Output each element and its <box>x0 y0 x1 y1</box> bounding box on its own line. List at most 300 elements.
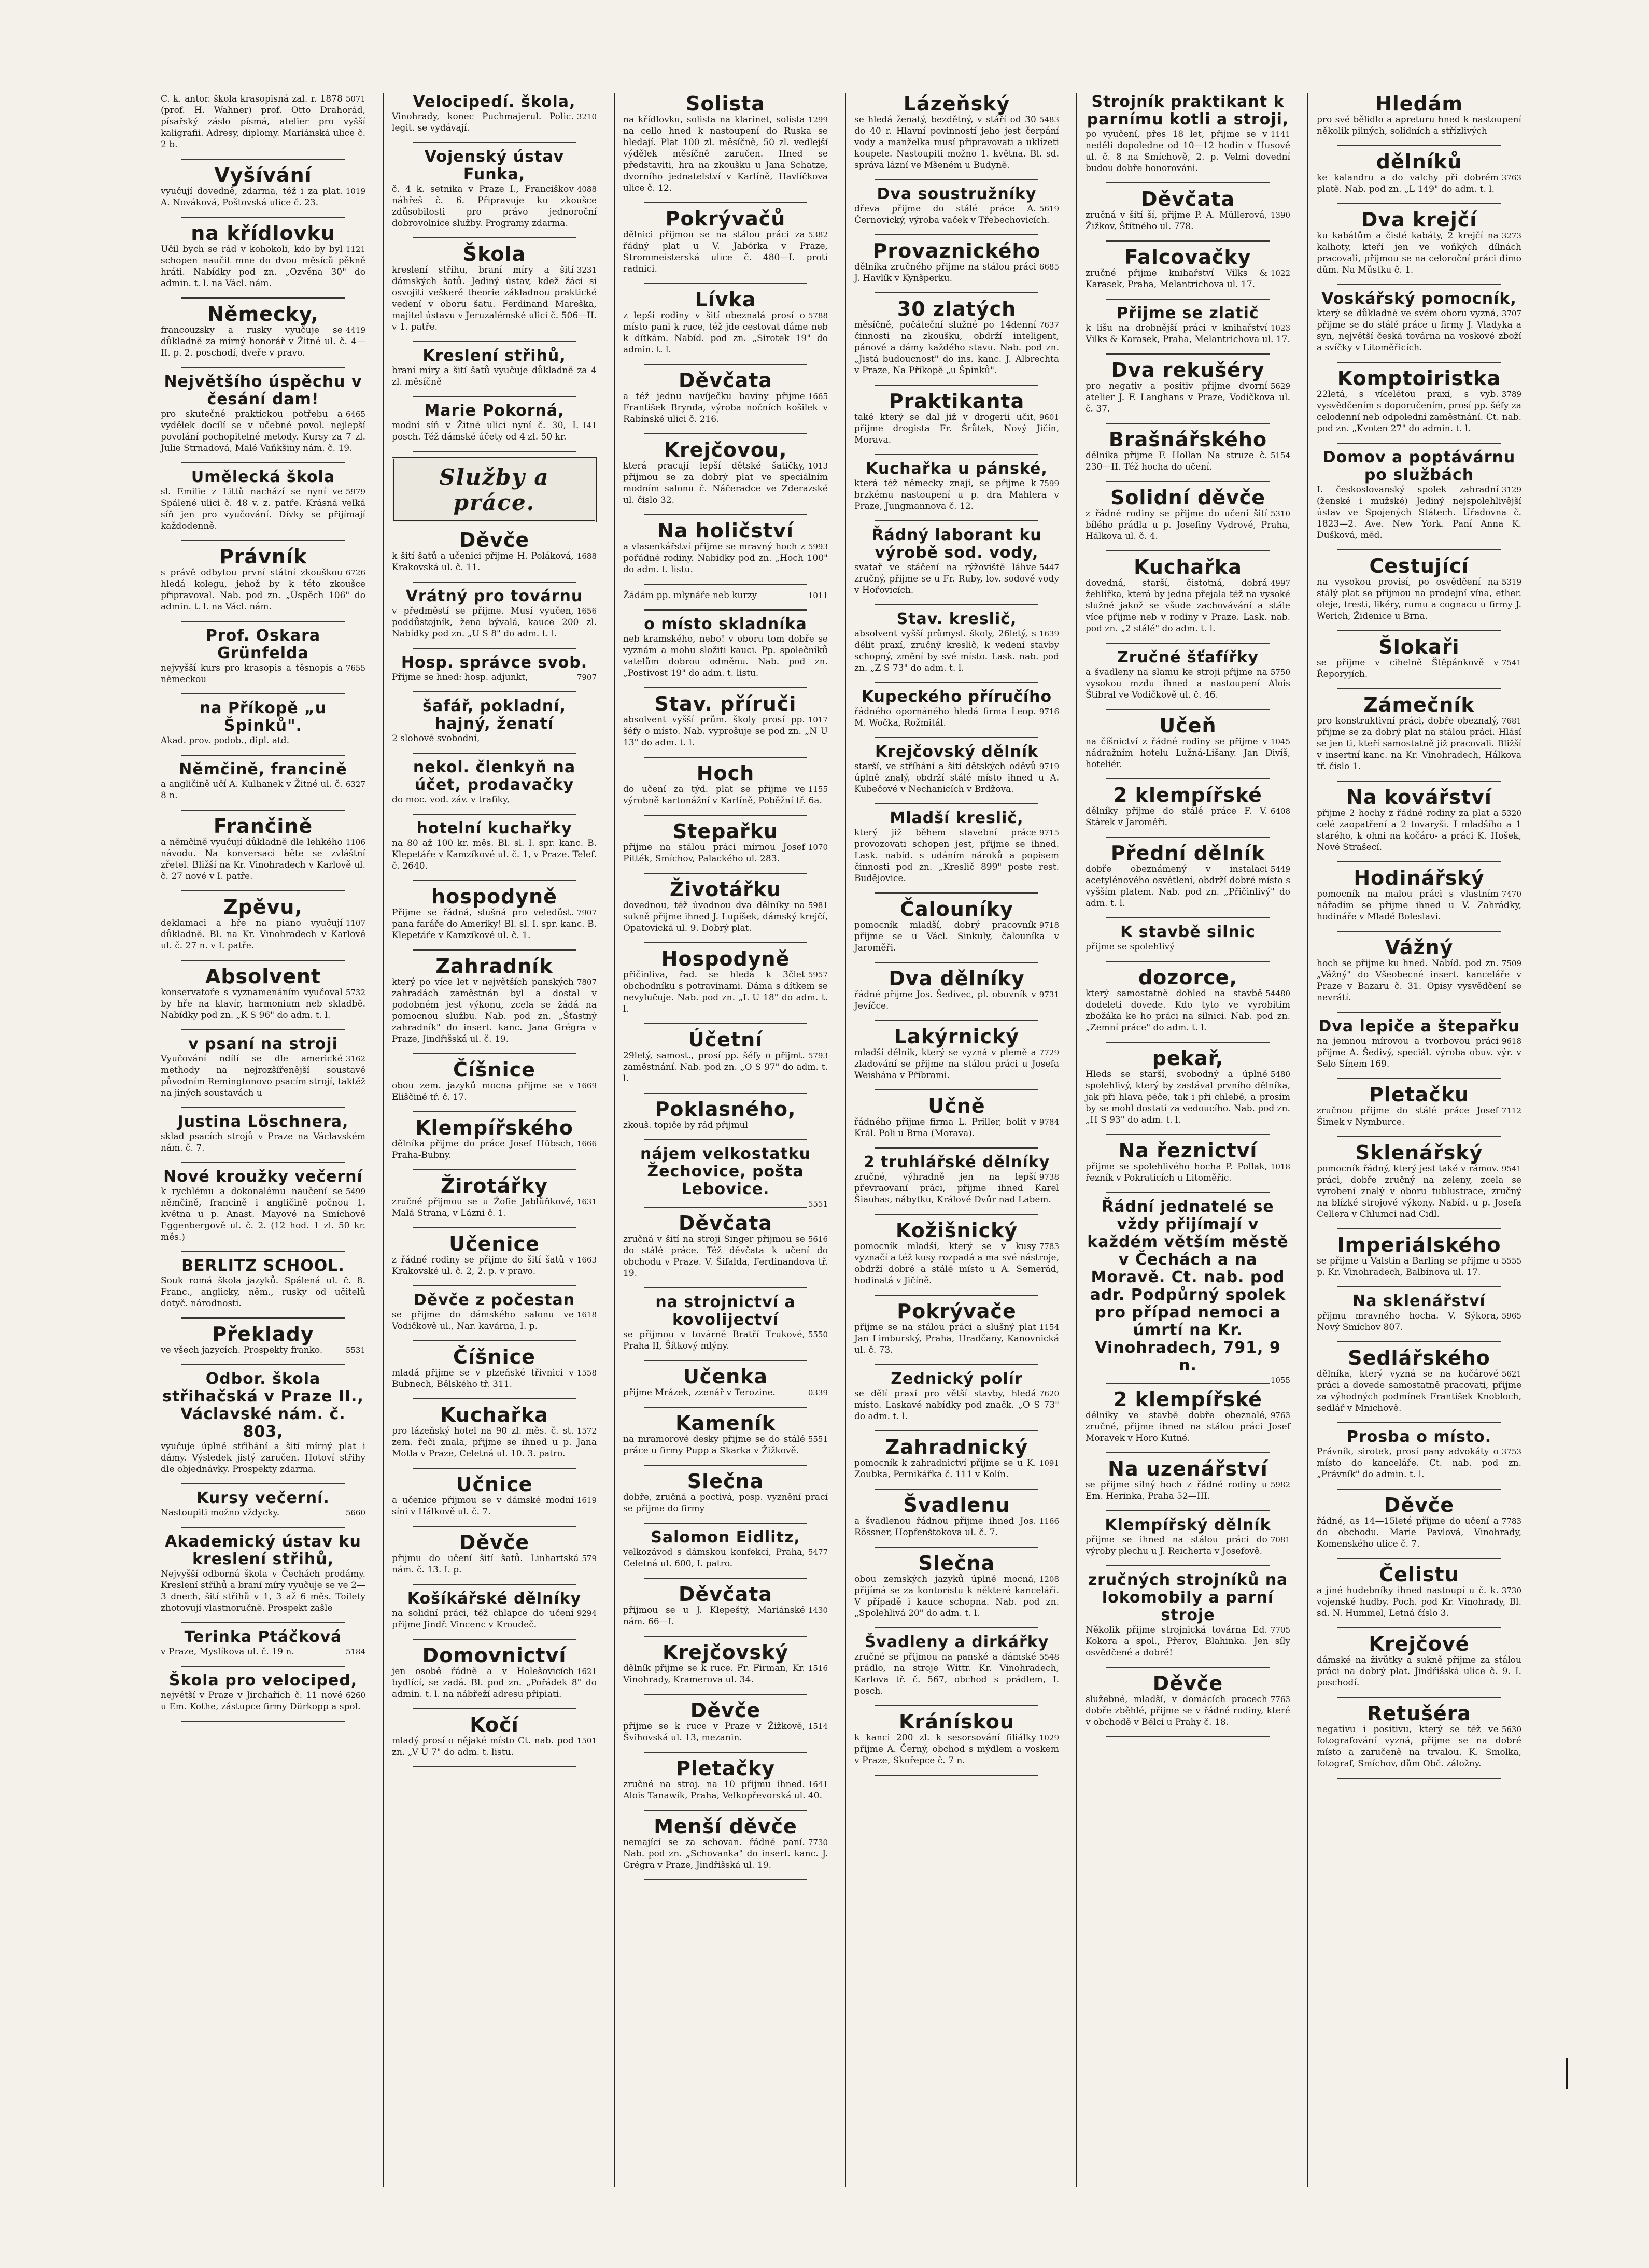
ad-separator <box>875 1547 1038 1548</box>
ad-body <box>161 1344 365 1356</box>
ad-body <box>1086 667 1290 701</box>
ad-text: se dělí praxí pro větší stavby, hledá místo. Laskavé nabídky pod značk. „O S 73" do adm. t. l. <box>854 1388 1059 1422</box>
ad-number: 5982 <box>1270 1480 1290 1490</box>
ad-heading: hospodyně <box>431 885 557 908</box>
ad-separator <box>413 1766 576 1767</box>
ad-text: modní síň v Žitné ulici nyní č. 30, I. posch. Též dámské účety od 4 zl. 50 kr. <box>392 420 579 442</box>
ad-number: 1045 <box>1270 737 1290 746</box>
classified-ad <box>1086 924 1290 953</box>
ad-text: k rychlému a dokonalému naučení se němčině, francině i angličině počnou 1. května u p. Anast. Mayové na Smíchově Eggenbergově ul. č. 2. (12 hod. 1 zl. 50 kr. měs.) <box>161 1186 365 1242</box>
ad-separator <box>413 1111 576 1112</box>
ad-separator <box>644 1139 807 1140</box>
ad-number: 1390 <box>1270 210 1290 220</box>
ad-separator <box>413 1053 576 1054</box>
ad-heading: Absolvent <box>205 965 321 988</box>
ad-number: 4088 <box>576 185 597 194</box>
ad-body <box>1317 1446 1521 1480</box>
ad-body <box>392 1367 597 1390</box>
ad-heading: Sklenářský <box>1355 1141 1483 1164</box>
ad-separator <box>413 1526 576 1527</box>
ad-body <box>392 1309 597 1332</box>
ad-body <box>854 1574 1059 1619</box>
ad-text: velkozávod s dámskou konfekcí, Praha, Celetná ul. 600, I. patro. <box>623 1547 805 1569</box>
ad-body <box>854 1241 1059 1286</box>
ad-body <box>854 827 1059 884</box>
ad-text: a angličině učí A. Kulhanek v Žitné ul. č. 8 n. <box>161 779 343 801</box>
classified-ad <box>623 1584 828 1627</box>
classified-ad <box>161 700 365 746</box>
ad-heading: Akademický ústav ku kreslení střihů, <box>165 1533 361 1568</box>
ad-text: jen osobě řádně a v Holešovicích bydlící, se zadá. Bl. pod zn. „Pořádek 8" do admin. t. l. na nábřeží adresu připiati. <box>392 1666 597 1699</box>
ad-heading: Pletačky <box>675 1757 776 1780</box>
ad-number: 1155 <box>808 785 828 794</box>
ad-separator <box>1337 549 1501 550</box>
ad-number: 6685 <box>1039 262 1059 272</box>
ad-heading: Životářku <box>669 878 782 901</box>
ad-body <box>623 1329 828 1352</box>
ad-heading: na strojnictví a kovolijectví <box>655 1293 796 1329</box>
ad-heading: Hoch <box>696 762 755 785</box>
ad-number: 1501 <box>576 1736 597 1746</box>
classified-ad <box>161 1113 365 1154</box>
ad-body <box>392 1138 597 1161</box>
ad-text: pro své bělidlo a apreturu hned k nastoupení několik pilných, solidních a střízlivých <box>1317 115 1521 136</box>
column-rule <box>1076 93 1077 2187</box>
column-rule <box>614 93 615 2187</box>
ad-separator <box>644 942 807 943</box>
ad-text: sl. Emilie z Littů nachází se nyní ve Spálené ulici č. 48 v. z. patře. Krásná velká síň jen pro vyučování. Dívky se přijímají každodenně. <box>161 487 365 531</box>
ad-text: zručné přijme knihařství Vilks & Karasek, Praha, Melantrichova ul. 17. <box>1086 268 1267 290</box>
classified-ad <box>623 1099 828 1131</box>
ad-body <box>1317 1368 1521 1414</box>
ad-separator <box>1337 1012 1501 1013</box>
ad-body <box>1086 736 1290 770</box>
ad-text: Učil bych se rád v kohokoli, kdo by byl schopen naučit mne do dvou měsíců pěkně hráti. Nabídky pod zn. „Ozvěna 30" do admin. t. l. na Václ. nám. <box>161 244 365 289</box>
ad-body <box>854 628 1059 674</box>
ad-number: 7730 <box>808 1838 828 1847</box>
ad-body <box>161 662 365 685</box>
ad-separator <box>413 1169 576 1170</box>
ad-number: 1023 <box>1270 323 1290 333</box>
classified-ad <box>854 391 1059 446</box>
ad-body <box>161 1053 365 1099</box>
ad-body <box>854 412 1059 446</box>
ad-text: z řádné rodiny se přijme do šití šatů v Krakovské ul. č. 2, 2. p. v pravo. <box>392 1255 574 1277</box>
ad-text: a též jednu navíječku baviny přijme František Brynda, výroba nočních košilek v Rabínské ulici č. 216. <box>623 391 828 424</box>
ad-text: pro lázeňský hotel na 90 zl. měs. č. st. zem. řeči znala, přijme se ihned u p. Jana Motla v Praze, Celetná ul. 10. 3. patro. <box>392 1426 597 1459</box>
ad-heading: dělníků <box>1376 150 1462 173</box>
classified-ad <box>854 688 1059 729</box>
ad-separator <box>413 451 576 452</box>
ad-heading: Kreslení střihů, <box>422 347 566 365</box>
ad-number: 9731 <box>1039 990 1059 999</box>
ad-body <box>1086 941 1290 953</box>
classified-ad <box>1317 290 1521 353</box>
ad-number: 5551 <box>808 1435 828 1444</box>
ad-text: pro konstruktivní práci, dobře obeznalý, přijme se za dobrý plat na stálou práci. Hlásí se jen ti, kteří samostatně již pracovali. Bližší v insertní kanc. na Kr. Vinohradech, Hálkova tř. číslo 1. <box>1317 716 1521 772</box>
ad-text: absolvent vyšší prům. školy prosí pp. šéfy o místo. Nab. vyprošuje se pod zn. „N U 13" do adm. t. l. <box>623 715 828 748</box>
classified-ad <box>392 1714 597 1758</box>
ad-body <box>392 183 597 229</box>
ad-separator <box>181 1622 345 1623</box>
ad-heading: Na kovářství <box>1346 786 1492 809</box>
classified-ad <box>623 1700 828 1743</box>
ad-body <box>854 203 1059 226</box>
ad-separator <box>1106 1042 1270 1043</box>
ad-number: 5480 <box>1270 1070 1290 1079</box>
ad-number: 3763 <box>1501 173 1521 182</box>
ad-number: 1631 <box>576 1197 597 1207</box>
ad-heading: Němčině, francině <box>179 760 347 778</box>
ad-heading: Lázeňský <box>903 93 1010 115</box>
ad-text: pomocník na malou práci s vlastním nářadím se přijme ihned u V. Zahrádky, hodináře v Mladé Boleslavi. <box>1317 889 1521 922</box>
classified-ad <box>854 968 1059 1012</box>
classified-ad <box>1086 487 1290 542</box>
ad-text: a švadlenou řádnou přijme ihned Jos. Rössner, Hopfenštokova ul. č. 7. <box>854 1516 1036 1538</box>
classified-ad <box>161 816 365 882</box>
classified-ad <box>161 546 365 613</box>
ad-body <box>392 1495 597 1518</box>
classified-ad <box>1317 868 1521 923</box>
ad-body <box>1086 1410 1290 1444</box>
ad-text: Přijme se hned: hosp. adjunkt, <box>392 672 528 683</box>
classified-ad <box>161 897 365 952</box>
ad-body <box>161 486 365 532</box>
ad-text: dřeva přijme do stálé práce A. Černovický, výroba vaček v Třebechovicích. <box>854 204 1050 225</box>
classified-ad <box>392 347 597 388</box>
ad-number: 9618 <box>1501 1037 1521 1046</box>
ad-body <box>1317 1163 1521 1220</box>
column-rule <box>845 93 846 2187</box>
classified-ad <box>623 1145 828 1209</box>
ad-text: Hleds se starší, svobodný a úplně spolehlivý, který by zastával prvního dělníka, jak při hlava péče, tak i při chlebě, a prosím by se mohl dostati za vedoucího. Nab. pod zn. „H S 93" do adm. t. l. <box>1086 1069 1290 1125</box>
ad-number: 9715 <box>1039 828 1059 838</box>
ad-number: 1669 <box>576 1081 597 1090</box>
ad-body <box>1086 1534 1290 1557</box>
ad-heading: Slečna <box>918 1552 995 1575</box>
ad-separator <box>1106 481 1270 482</box>
ad-heading: Zednický polír <box>891 1370 1023 1388</box>
classified-ad <box>854 1026 1059 1081</box>
ad-number: 0339 <box>808 1388 828 1397</box>
ad-number: 5184 <box>345 1647 365 1656</box>
ad-body <box>161 1186 365 1243</box>
ad-text: se přijme u Valstin a Barling se přijme u p. Kr. Vinohradech, Balbínova ul. 17. <box>1317 1256 1499 1278</box>
ad-heading: Vrátný pro továrnu <box>405 587 583 605</box>
ad-text: přijme Mrázek, zzenář v Terozine. <box>623 1387 776 1398</box>
ad-separator <box>1106 1565 1270 1566</box>
classified-ad <box>854 240 1059 284</box>
ad-heading: K stavbě silnic <box>1120 923 1256 941</box>
ad-separator <box>413 142 576 143</box>
ad-body <box>392 1608 597 1631</box>
ad-separator <box>413 949 576 951</box>
ad-separator <box>413 1639 576 1640</box>
ad-number: 5447 <box>1039 563 1059 572</box>
ad-number: 7907 <box>576 673 597 682</box>
ad-text: mladší dělník, který se vyzná v plemě a zladování se přijme na stálou práci u Josefa Weishána v Příbrami. <box>854 1047 1059 1081</box>
ad-number: 5531 <box>345 1345 365 1355</box>
ad-heading: Praktikanta <box>889 390 1025 413</box>
ad-text: 2 slohové svobodní, <box>392 733 480 744</box>
classified-ad <box>1086 843 1290 909</box>
ad-body <box>623 1050 828 1084</box>
ad-body <box>1317 576 1521 622</box>
classified-ad <box>1317 1142 1521 1220</box>
ad-separator <box>1337 1422 1501 1423</box>
ad-body <box>623 842 828 864</box>
ad-text: pro skutečné praktickou potřebu a vydělek docílí se v učebné povol. nejlepší povolání pochopitelné metody. Kursy za 7 zl. Julie Strnadová, Malé Vaňkšiny nám. č. 19. <box>161 409 365 453</box>
ad-heading: na křídlovku <box>191 222 335 245</box>
classified-ad <box>161 627 365 685</box>
ad-body <box>1086 1624 1290 1659</box>
ad-body <box>161 1441 365 1475</box>
ad-text: na jemnou mírovou a tvorbovou práci přijme A. Šedivý, speciál. výroba obuv. výr. v Selo Sínem 169. <box>1317 1036 1521 1069</box>
ad-separator <box>644 1360 807 1361</box>
ad-text: a jiné hudebníky ihned nastoupí u č. k. vojenské hudby. Poch. pod Kr. Vinohrady, Bl. sd. N. Hummel, Letná číslo 3. <box>1317 1585 1521 1619</box>
ad-separator <box>875 1705 1038 1706</box>
ad-body <box>623 1492 828 1514</box>
ad-body <box>623 541 828 575</box>
ad-heading: Největšího úspěchu v česání dam! <box>164 373 362 408</box>
classified-ad <box>1317 93 1521 137</box>
ad-text: dělnici přijmou se na stálou práci za řádný plat u V. Jabórka v Praze, Strommeisterská ulice č. 480—I. proti radnici. <box>623 230 828 274</box>
ad-body <box>1317 308 1521 353</box>
ad-body <box>854 478 1059 512</box>
classified-ad <box>392 93 597 134</box>
ad-separator <box>1337 284 1501 285</box>
ad-body <box>854 562 1059 596</box>
ad-text: přijmou se u J. Klepeštý, Mariánské nám. 66—I. <box>623 1605 805 1627</box>
ad-heading: Škola pro velociped, <box>168 1671 358 1690</box>
ad-separator <box>413 1340 576 1341</box>
ad-text: negativu i positivu, který se též ve fotografování vyzná, přijme se na dobré místo a zaručeně na trvalou. K. Smolka, fotograf, Smíchov, dům Obč. záložny. <box>1317 1724 1521 1769</box>
classified-ad <box>854 1495 1059 1538</box>
ad-separator <box>644 687 807 688</box>
ad-body <box>623 114 828 194</box>
ad-text: ke kalandru a do valchy při dobrém platě. Nab. pod zn. „L 149" do adm. t. l. <box>1317 173 1499 194</box>
ad-separator <box>875 1020 1038 1021</box>
classified-ad <box>161 165 365 208</box>
ad-text: s právě odbytou první státní zkouškou hledá kolegu, jehož by k této zkoušce připravoval. Nab. pod zn. „Úspěch 106" do admin. t. l. na Václ. nám. <box>161 568 365 612</box>
ad-text: přijme 2 hochy z řádné rodiny za plat a celé zaopatření a 2 tovaryši. I mladšího a 1 starého, k ohni na kočáro- a práci K. Hošek, Nové Strašecí. <box>1317 808 1521 853</box>
ad-heading: nekol. členkyň na účet, prodavačky <box>413 758 576 794</box>
ad-heading: Děvče <box>1384 1494 1455 1516</box>
ad-number: 5621 <box>1501 1369 1521 1379</box>
ad-separator <box>1337 1286 1501 1287</box>
ad-text: dělníka zručného přijme na stálou práci J. Havlík v Kynšperku. <box>854 262 1036 284</box>
ad-number: 9738 <box>1039 1172 1059 1182</box>
ad-text: vyučují dovedně, zdarma, též i za plat. A. Nováková, Poštovská ulice č. 23. <box>161 186 343 208</box>
ad-text: dělníky ve stavbě dobře obeznalé, zručné, přijme ihned na stálou práci Josef Moravek v Horo Kutné. <box>1086 1410 1290 1443</box>
ad-body <box>161 567 365 613</box>
ad-text: pomocník mladší, který se v kusy vyznačí a též kusy rozpadá a ma své nástroje, obdrží dobré a stálé místo u A. Semerád, hodinatá v Jičíně. <box>854 1241 1059 1286</box>
ad-separator <box>413 1468 576 1469</box>
classified-ad <box>854 1154 1059 1206</box>
ad-text: k šití šatů a učenici přijme H. Poláková, Krakovská ul. č. 11. <box>392 551 574 573</box>
ad-heading: Vyšívání <box>214 164 312 187</box>
ad-number: 7783 <box>1039 1242 1059 1251</box>
ad-text: řádného opornáného hledá firma Leop. M. Wočka, Rožmitál. <box>854 706 1036 728</box>
ad-separator <box>875 803 1038 804</box>
ad-heading: Učnice <box>456 1473 533 1496</box>
ad-number: 3730 <box>1501 1586 1521 1595</box>
ad-text: pomocník řádný, který jest také v rámov. práci, dobře zručný na zeleny, zcela se vyrobení znalý v oboru tublustrace, zručný na blízké strojové výkony. Nabíd. u p. Josefa Cellera v Chlumci nad Cidl. <box>1317 1164 1521 1220</box>
classified-ad <box>854 1634 1059 1697</box>
ad-text: který samostatně dohled na stavbě dodeleti dovede. Kdo tyto ve vyrobitim zbožáka ke ho práci na silnici. Nab. pod zn. „Zemní práce" do adm. t. l. <box>1086 988 1290 1033</box>
ad-text: k kanci 200 zl. k sesorsování filiálky přijme A. Černý, obchod s mýdlem a voskem v Praze, Skořepce č. 7 n. <box>854 1733 1059 1766</box>
ad-separator <box>413 753 576 754</box>
ad-text: pro negativ a positiv přijme dvorní atelier J. F. Langhans v Praze, Vodičkova ul. č. 37. <box>1086 381 1290 414</box>
classified-ad <box>1086 557 1290 634</box>
ad-heading: Na sklenářství <box>1352 1292 1486 1310</box>
ad-separator <box>644 514 807 515</box>
ad-body <box>1317 389 1521 434</box>
ad-body <box>854 1047 1059 1081</box>
classified-ad <box>1317 1348 1521 1414</box>
ad-heading: Děvčata <box>678 1583 773 1606</box>
ad-heading: Řádný laborant ku výrobě sod. vody, <box>871 526 1042 562</box>
ad-heading: Poklasného, <box>655 1098 796 1121</box>
ad-number: 1106 <box>345 838 365 847</box>
ad-body <box>854 1651 1059 1697</box>
ad-heading: Děvčata <box>678 1212 773 1235</box>
ad-heading: Lakýrnický <box>894 1025 1020 1048</box>
ad-separator <box>1106 778 1270 779</box>
ad-body <box>623 1387 828 1398</box>
ad-separator <box>644 1023 807 1024</box>
classified-ad <box>392 148 597 229</box>
ad-heading: Pokrývačů <box>665 207 786 230</box>
ad-heading: na Příkopě „u Špinků". <box>199 699 327 735</box>
ad-text: pomocník k zahradnictví přijme se u K. Zoubka, Pernikářka č. 111 v Kolín. <box>854 1458 1036 1480</box>
ad-text: dovedná, starší, čistotná, dobrá žehlířka, která by jedna přejala též na vysoké služné jakož se všude zachovávání a stále více přijme neb v rodiny v Praze. Lask. nab. pod zn. „2 stálé" do adm. t. l. <box>1086 578 1290 634</box>
ad-number: 3789 <box>1501 390 1521 399</box>
ad-separator <box>1106 240 1270 242</box>
ad-heading: Kupeckého příručího <box>861 688 1052 706</box>
ad-number: 5499 <box>345 1187 365 1196</box>
ad-body <box>623 1547 828 1569</box>
ad-heading: Na řeznictví <box>1118 1139 1258 1162</box>
ad-separator <box>1106 299 1270 300</box>
ad-separator <box>875 1214 1038 1215</box>
ad-number: 9541 <box>1501 1164 1521 1173</box>
ad-text: zručnou přijme do stálé práce Josef Šimek v Nymburce. <box>1317 1105 1499 1127</box>
ad-heading: Kameník <box>675 1412 776 1435</box>
ad-heading: Dva krejčí <box>1361 208 1477 231</box>
ad-number: 5788 <box>808 311 828 320</box>
ad-body <box>161 735 365 746</box>
ad-number: 579 <box>582 1554 597 1563</box>
ad-separator <box>644 1465 807 1466</box>
ad-separator <box>644 1694 807 1695</box>
ad-separator <box>1106 550 1270 551</box>
ad-text: přijme se ihned na stálou práci do výroby plechu u J. Reicherta v Josefově. <box>1086 1535 1267 1556</box>
ad-heading: 2 truhlářské dělníky <box>863 1153 1050 1171</box>
classified-ad <box>392 1405 597 1459</box>
ad-separator <box>644 1207 807 1208</box>
classified-ad <box>1317 151 1521 195</box>
ad-body <box>854 1322 1059 1356</box>
ad-number: 6260 <box>345 1691 365 1700</box>
ad-heading: Voskářský pomocník, <box>1321 290 1517 308</box>
ad-separator <box>1337 781 1501 782</box>
ad-heading: Zahradnický <box>885 1436 1028 1458</box>
ad-text: sklad psacích strojů v Praze na Václavském nám. č. 7. <box>161 1131 365 1153</box>
ad-separator <box>1337 1697 1501 1698</box>
ad-text: přijme se spolehlivý <box>1086 942 1175 952</box>
ad-text: C. k. antor. škola krasopisná zal. r. 1878 (prof. H. Wahner) prof. Otto Drahorád, písařský záslo písmá, atelier pro vyšší kaligrafii. Adresy, diplomy. Mariánská ulice č. 2 b. <box>161 94 365 150</box>
classified-ad <box>623 93 828 194</box>
ad-heading: Lívka <box>695 288 756 311</box>
classified-ad <box>161 1036 365 1099</box>
ad-heading: Imperiálského <box>1337 1234 1501 1256</box>
ad-number: 7907 <box>576 908 597 917</box>
ad-separator <box>1337 1136 1501 1137</box>
ad-text: řádné, as 14—15leté přijme do učení a do obchodu. Marie Pavlová, Vinohrady, Komenského ulice č. 7. <box>1317 1516 1521 1549</box>
ad-text: na 80 až 100 kr. měs. Bl. sl. I. spr. kanc. B. Klepetáře v Kamzíkové ul. č. 1, v Praze. Telef. č. 2640. <box>392 838 597 871</box>
ad-number: 6465 <box>345 409 365 419</box>
ad-number: 1013 <box>808 461 828 471</box>
ad-separator <box>181 1317 345 1319</box>
ad-heading: Terinka Ptáčková <box>184 1628 342 1646</box>
ad-heading: Čalouníky <box>900 898 1013 920</box>
ad-text: Akad. prov. podob., dipl. atd. <box>161 735 290 746</box>
ad-body <box>1086 577 1290 634</box>
ad-text: který se důkladně ve svém oboru vyzná, přijme se do stálé práce u firmy J. Vladyka a syn, největší česká továrna na voskové zboží a svíčky v Litoměřicích. <box>1317 308 1521 353</box>
classified-ad <box>1317 1018 1521 1070</box>
ad-text: se přijme v cihelně Štěpánkově v Řeporyjích. <box>1317 658 1499 679</box>
ad-separator <box>644 1523 807 1524</box>
ad-separator <box>644 433 807 434</box>
ad-separator <box>1106 1452 1270 1453</box>
ad-body <box>1086 863 1290 909</box>
ad-body <box>392 733 597 744</box>
ad-text: dámské na živůtky a sukně přijme za stálou práci na dobrý plat. Jindřišská ulice č. 9. I. poschodí. <box>1317 1655 1521 1688</box>
ad-body <box>623 900 828 934</box>
ad-body <box>161 1646 365 1657</box>
ad-separator <box>181 1251 345 1252</box>
ad-separator <box>1106 353 1270 355</box>
ad-separator <box>181 621 345 622</box>
classified-ad <box>854 810 1059 884</box>
ad-body <box>1317 484 1521 541</box>
ad-body <box>392 550 597 573</box>
ad-number: 5382 <box>808 230 828 239</box>
ad-body <box>623 1234 828 1279</box>
ad-body <box>623 1119 828 1131</box>
ad-separator <box>1337 931 1501 932</box>
classified-ad <box>1317 209 1521 276</box>
ad-body <box>623 229 828 275</box>
ad-text: na mramorové desky přijme se do stálé práce u firmy Pupp a Skarka v Žižkově. <box>623 1434 805 1456</box>
ad-heading: Kránískou <box>899 1710 1014 1733</box>
ad-text: na křídlovku, solista na klarinet, solista na cello hned k nastoupení do Ruska se hledají. Plat 100 zl. měsíčně, 50 zl. vedlejší výdělek měsíčně zaručen. Hned se představiti, hra na zkoušku u Jana Schatze, dvorního jednatelství v Karlíně, Havlíčkova ulice č. 12. <box>623 115 828 193</box>
classified-ad <box>854 1711 1059 1766</box>
ad-separator <box>181 1107 345 1108</box>
classified-ad <box>1086 93 1290 174</box>
classified-ad <box>1086 967 1290 1033</box>
ad-separator <box>1106 709 1270 710</box>
classified-ad <box>392 1175 597 1219</box>
ad-body <box>854 706 1059 729</box>
ad-body <box>1086 1694 1290 1728</box>
ad-body <box>392 672 597 683</box>
ad-number: 1618 <box>576 1310 597 1320</box>
ad-number: 1299 <box>808 115 828 124</box>
ad-separator <box>875 454 1038 455</box>
ad-number: 1666 <box>576 1139 597 1149</box>
